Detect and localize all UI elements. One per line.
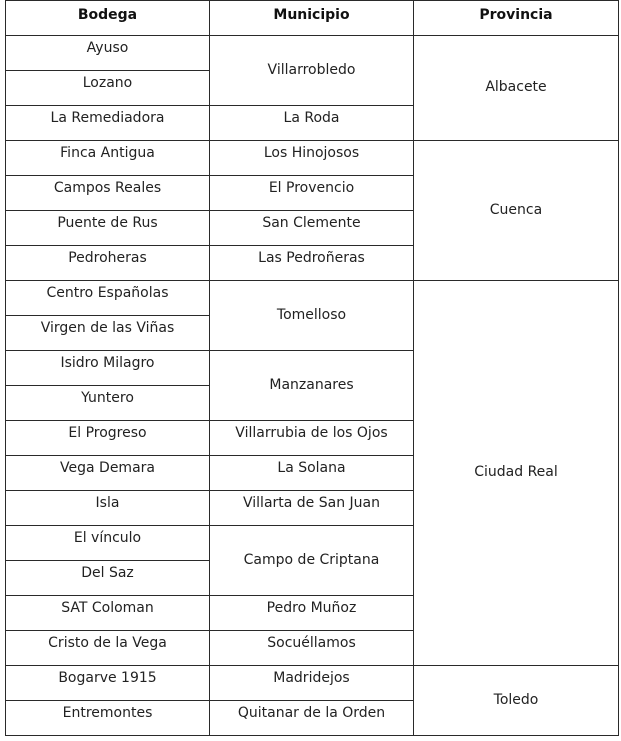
municipio-cell: Las Pedroñeras [210, 246, 414, 281]
bodega-cell: El Progreso [6, 421, 210, 456]
bodega-cell: Lozano [6, 71, 210, 106]
column-header-provincia: Provincia [414, 1, 619, 36]
municipio-cell: Manzanares [210, 351, 414, 421]
bodega-cell: Puente de Rus [6, 211, 210, 246]
bodega-cell: Del Saz [6, 561, 210, 596]
bodega-cell: Pedroheras [6, 246, 210, 281]
header-row [6, 1, 619, 36]
table-row [6, 281, 619, 316]
provincia-cell: Ciudad Real [414, 281, 619, 666]
municipio-cell: Villarta de San Juan [210, 491, 414, 526]
municipio-cell: Pedro Muñoz [210, 596, 414, 631]
bodega-cell: Virgen de las Viñas [6, 316, 210, 351]
provincia-cell: Albacete [414, 36, 619, 141]
municipio-cell: Villarrubia de los Ojos [210, 421, 414, 456]
bodega-cell: Bogarve 1915 [6, 666, 210, 701]
bodega-cell: Finca Antigua [6, 141, 210, 176]
municipio-cell: Tomelloso [210, 281, 414, 351]
bodega-cell: Isidro Milagro [6, 351, 210, 386]
municipio-cell: Quitanar de la Orden [210, 701, 414, 736]
municipio-cell: La Solana [210, 456, 414, 491]
table-row [6, 666, 619, 701]
bodega-cell: Yuntero [6, 386, 210, 421]
table-row [6, 36, 619, 71]
bodega-cell: Entremontes [6, 701, 210, 736]
bodega-cell: Vega Demara [6, 456, 210, 491]
bodega-cell: El vínculo [6, 526, 210, 561]
municipio-cell: El Provencio [210, 176, 414, 211]
municipio-cell: Campo de Criptana [210, 526, 414, 596]
municipio-cell: Villarrobledo [210, 36, 414, 106]
bodega-cell: Isla [6, 491, 210, 526]
municipio-cell: Los Hinojosos [210, 141, 414, 176]
provincia-cell: Toledo [414, 666, 619, 736]
municipio-cell: La Roda [210, 106, 414, 141]
municipio-cell: Socuéllamos [210, 631, 414, 666]
provincia-cell: Cuenca [414, 141, 619, 281]
bodega-cell: SAT Coloman [6, 596, 210, 631]
table-row [6, 141, 619, 176]
bodega-cell: Ayuso [6, 36, 210, 71]
bodega-cell: Cristo de la Vega [6, 631, 210, 666]
column-header-bodega: Bodega [6, 1, 210, 36]
column-header-municipio: Municipio [210, 1, 414, 36]
bodega-cell: Centro Españolas [6, 281, 210, 316]
bodega-cell: La Remediadora [6, 106, 210, 141]
bodegas-table [5, 0, 619, 736]
municipio-cell: San Clemente [210, 211, 414, 246]
municipio-cell: Madridejos [210, 666, 414, 701]
bodega-cell: Campos Reales [6, 176, 210, 211]
